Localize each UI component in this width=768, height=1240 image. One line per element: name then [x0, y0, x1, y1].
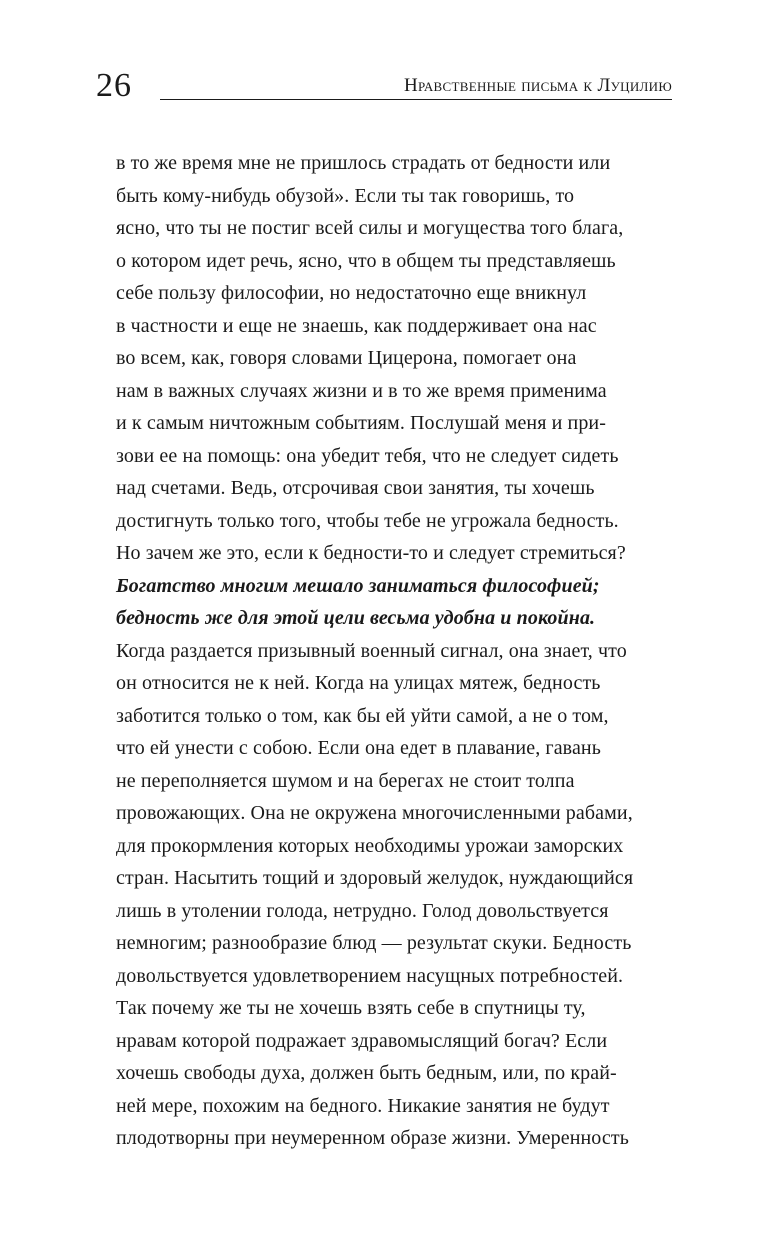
emphasized-line: Богатство многим мешало заниматься философией;	[116, 574, 600, 597]
text-line: заботится только о том, как бы ей уйти самой, а не о том,	[116, 704, 609, 727]
text-line: что ей унести с собою. Если она едет в плавание, гавань	[116, 737, 601, 759]
text-line: достигнуть только того, чтобы тебе не угрожала бедность.	[116, 509, 619, 532]
text-line: он относится не к ней. Когда на улицах мятеж, бедность	[116, 672, 601, 694]
text-line: Но зачем же это, если к бедности-то и следует стремиться?	[116, 542, 626, 564]
text-line: в частности и еще не знаешь, как поддерживает она нас	[116, 314, 597, 337]
text-line: во всем, как, говоря словами Цицерона, помогает она	[116, 347, 577, 369]
text-line: и к самым ничтожным событиям. Послушай меня и при-	[116, 412, 606, 434]
page-number: 26	[96, 67, 132, 104]
text-line: ясно, что ты не постиг всей силы и могущества того блага,	[116, 217, 624, 239]
text-line: нравам которой подражает здравомыслящий богач? Если	[116, 1029, 608, 1052]
text-line: не переполняется шумом и на берегах не стоит толпа	[116, 769, 575, 792]
text-line: в то же время мне не пришлось страдать от бедности или	[116, 152, 611, 174]
text-line: хочешь свободы духа, должен быть бедным, или, по край-	[116, 1062, 617, 1084]
text-line: плодотворны при неумеренном образе жизни. Умеренность	[116, 1127, 629, 1149]
text-line: себе пользу философии, но недостаточно еще вникнул	[116, 282, 587, 304]
text-line: стран. Насытить тощий и здоровый желудок, нуждающийся	[116, 867, 634, 889]
text-line: быть кому-нибудь обузой». Если ты так говоришь, то	[116, 184, 575, 207]
text-line: ней мере, похожим на бедного. Никакие занятия не будут	[116, 1094, 610, 1117]
text-line: лишь в утолении голода, нетрудно. Голод довольствуется	[116, 899, 609, 922]
text-line: зови ее на помощь: она убедит тебя, что не следует сидеть	[116, 444, 619, 467]
text-line: о котором идет речь, ясно, что в общем ты представляешь	[116, 249, 616, 272]
text-line: немногим; разнообразие блюд — результат скуки. Бедность	[116, 932, 632, 954]
text-line: Так почему же ты не хочешь взять себе в спутницы ту,	[116, 997, 586, 1019]
emphasized-line: бедность же для этой цели весьма удобна и покойна.	[116, 607, 596, 629]
text-line: для прокормления которых необходимы урожаи заморских	[116, 834, 624, 857]
text-line: провожающих. Она не окружена многочисленными рабами,	[116, 802, 633, 824]
running-head: Нравственные письма к Луцилию	[403, 75, 672, 96]
header-rule	[160, 99, 672, 100]
text-line: довольствуется удовлетворением насущных потребностей.	[116, 964, 624, 987]
text-line: Когда раздается призывный военный сигнал, она знает, что	[116, 639, 627, 662]
text-line: над счетами. Ведь, отсрочивая свои занятия, ты хочешь	[116, 477, 595, 499]
body-text	[116, 147, 676, 1155]
text-line: нам в важных случаях жизни и в то же время применима	[116, 379, 607, 402]
